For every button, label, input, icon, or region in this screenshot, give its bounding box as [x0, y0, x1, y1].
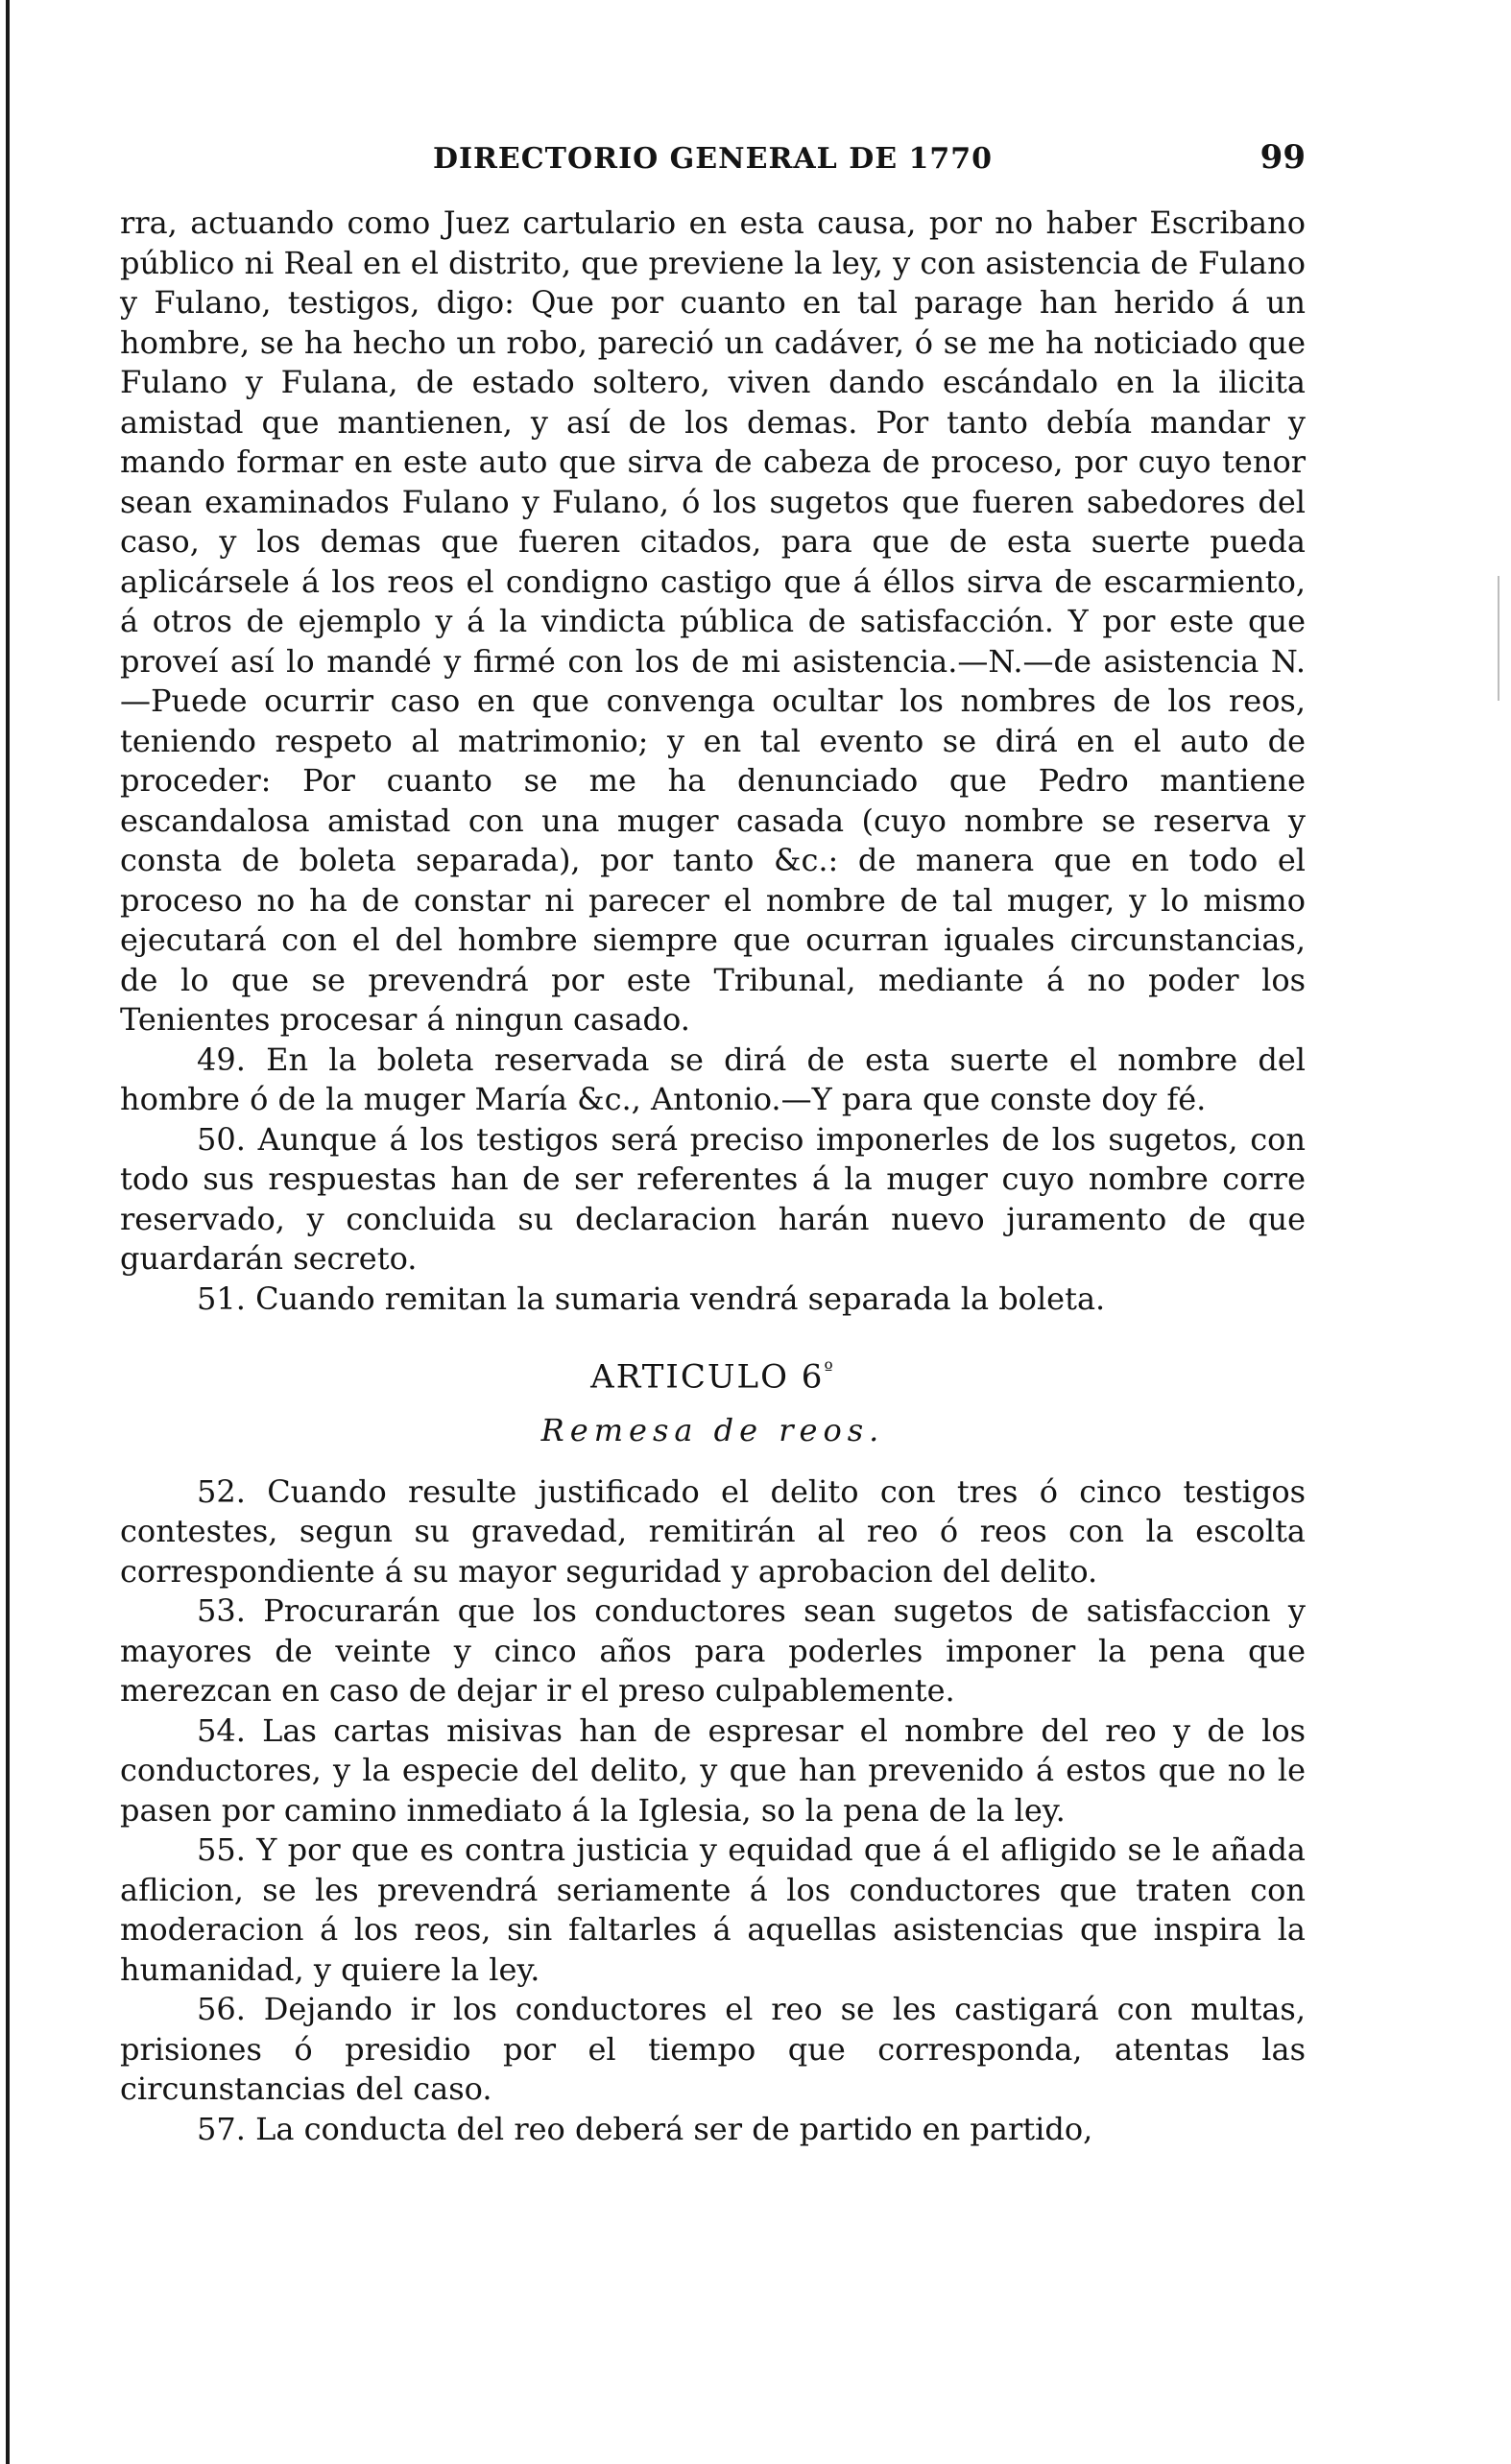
- paragraph-51: [120, 1280, 1306, 1320]
- paragraph-text: Cuando remitan la sumaria vendrá separada la boleta.: [255, 1280, 1106, 1317]
- paragraph-number: 56.: [197, 1991, 246, 2028]
- paragraph-text: Dejando ir los conductores el reo se les castigará con multas, prisiones ó presidio por el tiempo que corresponda, atentas las circunstancias del caso.: [120, 1991, 1307, 2108]
- continued-paragraph: rra, actuando como Juez cartulario en esta causa, por no haber Escribano público ni Real en el distrito, que previene la ley, y con asistencia de Fulano y Fulano, testigos, digo: Que por cuanto en tal parage han herido á un hombre, se ha hecho un robo, pareció un cadáver, ó se me ha noticiado que Fulano y Fulana, de estado soltero, viven dando escándalo en la ilicita amistad que mantienen, y así de los demas. Por tanto debía mandar y mando formar en este auto que sirva de cabeza de proceso, por cuyo tenor sean examinados Fulano y Fulano, ó los sugetos que fueren sabedores del caso, y los demas que fueren citados, para que de esta suerte pueda aplicársele á los reos el condigno castigo que á éllos sirva de escarmiento, á otros de ejemplo y á la vindicta pública de satisfacción. Y por este que proveí así lo mandé y firmé con los de mi asistencia.—N.—de asistencia N.—Puede ocurrir caso en que convenga ocultar los nombres de los reos, teniendo respeto al matrimonio; y en tal evento se dirá en el auto de proceder: Por cuanto se me ha denunciado que Pedro mantiene escandalosa amistad con una muger casada (cuyo nombre se reserva y consta de boleta separada), por tanto &c.: de manera que en todo el proceso no ha de constar ni parecer el nombre de tal muger, y lo mismo ejecutará con el del hombre siempre que ocurran iguales circunstancias, de lo que se prevendrá por este Tribunal, mediante á no poder los Tenientes procesar á ningun casado.: [120, 204, 1306, 1038]
- paragraph-text: Y por que es contra justicia y equidad que á el afligido se le añada aflicion, se les prevendrá seriamente á los conductores que traten con moderacion á los reos, sin faltarles á aquellas asistencias que inspira la humanidad, y quiere la ley.: [120, 1831, 1307, 1988]
- paragraph-number: 55.: [197, 1831, 246, 1869]
- paragraph-53: [120, 1591, 1306, 1711]
- scan-left-edge: [6, 0, 10, 2464]
- paragraph-55: [120, 1830, 1306, 1990]
- book-page: [120, 132, 1306, 2149]
- paragraph-text: La conducta del reo deberá ser de partido en partido,: [255, 2110, 1093, 2147]
- paragraph-50: [120, 1120, 1306, 1280]
- paragraph-57: [120, 2110, 1306, 2150]
- article-heading: [120, 1348, 1306, 1398]
- paragraph-number: 51.: [197, 1280, 246, 1317]
- paragraph-text: Las cartas misivas han de espresar el nombre del reo y de los conductores, y la especie del delito, y que han prevenido á estos que no le pasen por camino inmediato á la Iglesia, so la pena de la ley.: [120, 1711, 1307, 1829]
- paragraph-number: 52.: [197, 1472, 246, 1510]
- running-head: [120, 132, 1306, 190]
- page-number: 99: [1259, 138, 1306, 177]
- article-label: ARTICULO 6: [590, 1357, 825, 1397]
- body-text: [120, 203, 1306, 2149]
- paragraph-number: 53.: [197, 1592, 246, 1630]
- article-ordinal-mark: º: [824, 1357, 835, 1380]
- paragraph-52: [120, 1472, 1306, 1592]
- paragraph-text: Cuando resulte justificado el delito con tres ó cinco testigos contestes, segun su gravedad, remitirán al reo ó reos con la escolta correspondiente á su mayor seguridad y aprobacion del delito.: [120, 1472, 1307, 1590]
- article-subtitle: Remesa de reos.: [540, 1412, 885, 1449]
- paragraph-number: 49.: [197, 1041, 246, 1078]
- paragraph-text: En la boleta reservada se dirá de esta suerte el nombre del hombre ó de la muger María &c., Antonio.—Y para que conste doy fé.: [120, 1041, 1307, 1117]
- paragraph-56: [120, 1990, 1306, 2110]
- running-title: DIRECTORIO GENERAL DE 1770: [432, 142, 994, 176]
- paragraph-54: [120, 1711, 1306, 1831]
- scan-right-mark: [1498, 576, 1499, 701]
- paragraph-number: 50.: [197, 1120, 246, 1158]
- paragraph-49: [120, 1041, 1306, 1120]
- paragraph-number: 54.: [197, 1711, 246, 1749]
- paragraph-text: Procurarán que los conductores sean sugetos de satisfaccion y mayores de veinte y cinco años para poderles imponer la pena que merezcan en caso de dejar ir el preso culpablemente.: [120, 1592, 1307, 1710]
- paragraph-number: 57.: [197, 2110, 246, 2147]
- paragraph-text: Aunque á los testigos será preciso imponerles de los sugetos, con todo sus respuestas han de ser referentes á la muger cuyo nombre corre reservado, y concluida su declaracion harán nuevo juramento de que guardarán secreto.: [120, 1120, 1307, 1277]
